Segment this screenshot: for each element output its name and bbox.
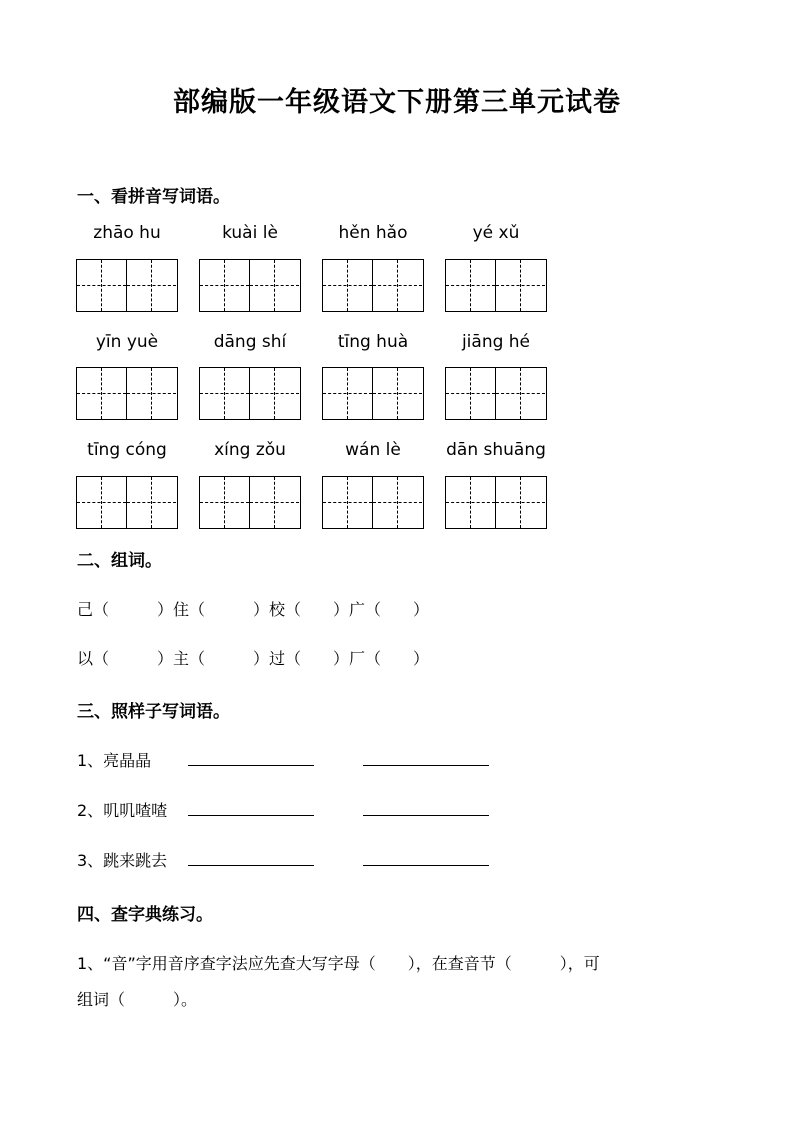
pinyin-label: jiāng hé [461,332,531,352]
writing-grid[interactable] [76,367,178,420]
example-item: 2、叽叽喳喳 [77,801,168,820]
page-title: 部编版一年级语文下册第三单元试卷 [173,87,621,118]
section2-heading: 二、组词。 [77,551,162,571]
pinyin-label: zhāo hu [93,223,161,243]
section3-heading: 三、照样子写词语。 [77,702,230,722]
writing-grid[interactable] [199,476,301,529]
pinyin-label: dāng shí [213,332,287,352]
writing-grid[interactable] [322,476,424,529]
writing-grid[interactable] [76,476,178,529]
answer-blank[interactable] [188,815,314,816]
answer-blank[interactable] [363,765,489,766]
writing-grid[interactable] [322,367,424,420]
answer-blank[interactable] [363,815,489,816]
writing-grid[interactable] [445,259,547,312]
example-item: 1、亮晶晶 [77,751,152,770]
pinyin-label: tīng cóng [87,440,167,460]
pinyin-label: yé xǔ [472,223,520,243]
pinyin-label: wán lè [345,440,401,460]
writing-grid[interactable] [199,259,301,312]
pinyin-label: xíng zǒu [214,440,286,460]
pinyin-label: kuài lè [222,223,278,243]
example-item: 3、跳来跳去 [77,851,168,870]
dictionary-question-cont[interactable]: 组词（ ）。 [77,990,198,1009]
writing-grid[interactable] [445,367,547,420]
answer-blank[interactable] [363,865,489,866]
pinyin-label: dān shuāng [446,440,546,460]
dictionary-question[interactable]: 1、“音”字用音序查字法应先查大写字母（ ），在查音节（ ），可 [77,954,600,973]
writing-grid[interactable] [199,367,301,420]
section4-heading: 四、查字典练习。 [77,905,213,925]
answer-blank[interactable] [188,865,314,866]
word-group-row[interactable]: 以（ ）主（ ）过（ ）厂（ ） [77,649,430,668]
word-group-row[interactable]: 己（ ）住（ ）校（ ）广（ ） [77,600,430,619]
pinyin-label: hěn hǎo [338,223,408,243]
pinyin-label: tīng huà [337,332,409,352]
writing-grid[interactable] [445,476,547,529]
section1-heading: 一、看拼音写词语。 [77,187,230,207]
answer-blank[interactable] [188,765,314,766]
writing-grid[interactable] [76,259,178,312]
pinyin-label: yīn yuè [95,332,159,352]
writing-grid[interactable] [322,259,424,312]
